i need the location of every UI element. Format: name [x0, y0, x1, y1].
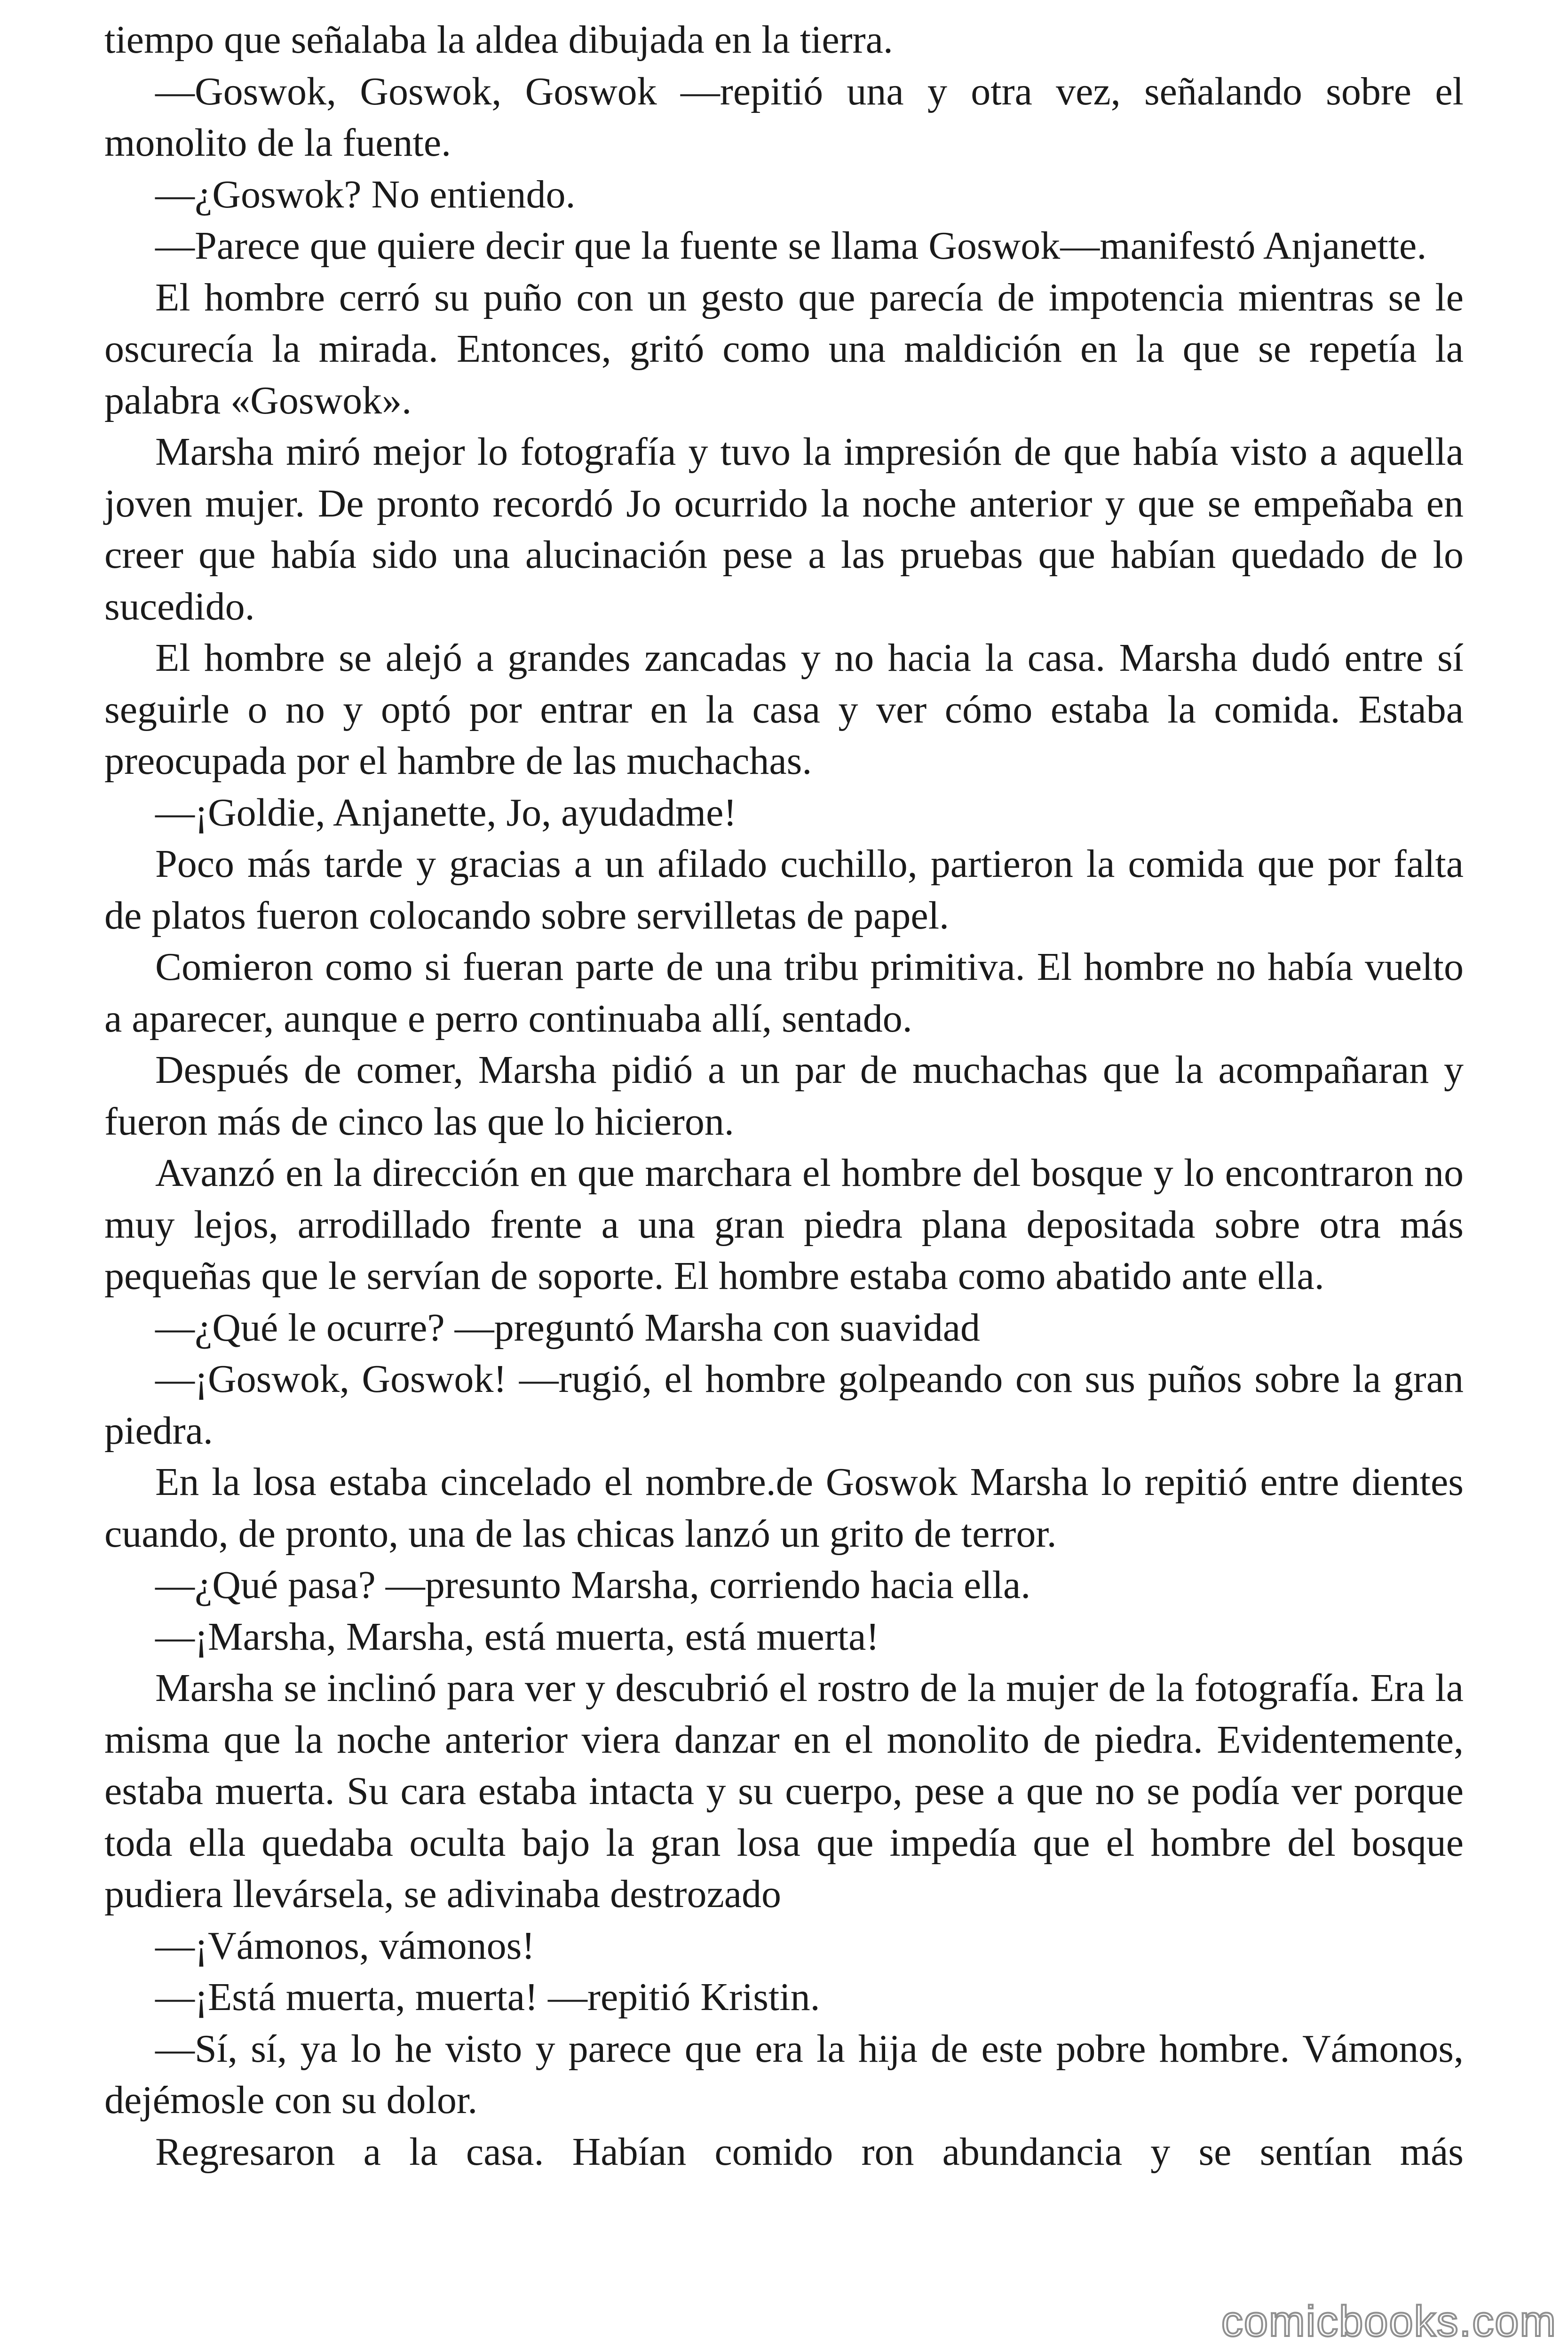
paragraph-2: —Goswok, Goswok, Goswok —repitió una y otra vez, señalando sobre el monolito de la fuente. [104, 69, 1464, 165]
paragraph-21: —Sí, sí, ya lo he visto y parece que era la hija de este pobre hombre. Vámonos, dejémosle con su dolor. [104, 2026, 1464, 2122]
paragraph-8: —¡Goldie, Anjanette, Jo, ayudadme! [155, 790, 737, 834]
paragraph-16: —¿Qué pasa? —presunto Marsha, corriendo hacia ella. [155, 1563, 1031, 1607]
paragraph-15: En la losa estaba cincelado el nombre.de Goswok Marsha lo repitió entre dientes cuando, de pronto, una de las chicas lanzó un grito de terror. [104, 1460, 1464, 1556]
paragraph-13: —¿Qué le ocurre? —preguntó Marsha con suavidad [155, 1305, 981, 1350]
paragraph-10: Comieron como si fueran parte de una tribu primitiva. El hombre no había vuelto a aparecer, aunque e perro continuaba allí, sentado. [104, 945, 1464, 1041]
paragraph-14: —¡Goswok, Goswok! —rugió, el hombre golpeando con sus puños sobre la gran piedra. [104, 1357, 1464, 1453]
paragraph-20: —¡Está muerta, muerta! —repitió Kristin. [155, 1975, 820, 2019]
paragraph-9: Poco más tarde y gracias a un afilado cuchillo, partieron la comida que por falta de platos fueron colocando sobre servilletas de papel. [104, 842, 1464, 938]
paragraph-18: Marsha se inclinó para ver y descubrió el rostro de la mujer de la fotografía. Era la misma que la noche anterior viera danzar en el monolito de piedra. Evidentemente, estaba muerta. Su cara estaba intacta y su cuerpo, pese a que no se podía ver porque toda ella quedaba oculta bajo la gran losa que impedía que el hombre del bosque pudiera llevársela, se adivinaba destrozado [104, 1666, 1464, 1916]
paragraph-19: —¡Vámonos, vámonos! [155, 1923, 535, 1968]
paragraph-4: —Parece que quiere decir que la fuente se llama Goswok—manifestó Anjanette. [155, 224, 1427, 268]
paragraph-12: Avanzó en la dirección en que marchara el hombre del bosque y lo encontraron no muy lejos, arrodillado frente a una gran piedra plana depositada sobre otra más pequeñas que le servían de soporte. El hombre estaba como abatido ante ella. [104, 1151, 1464, 1298]
paragraph-17: —¡Marsha, Marsha, está muerta, está muerta! [155, 1614, 879, 1659]
paragraph-6: Marsha miró mejor lo fotografía y tuvo la impresión de que había visto a aquella joven mujer. De pronto recordó Jo ocurrido la noche anterior y que se empeñaba en creer que había sido una alucinación pese a las pruebas que habían quedado de lo sucedido. [104, 430, 1464, 628]
document-page [104, 14, 1464, 2177]
paragraph-11: Después de comer, Marsha pidió a un par de muchachas que la acompañaran y fueron más de cinco las que lo hicieron. [104, 1048, 1464, 1144]
watermark-logo: comicbooks.com [1221, 2297, 1557, 2345]
paragraph-7: El hombre se alejó a grandes zancadas y no hacia la casa. Marsha dudó entre sí seguirle o no y optó por entrar en la casa y ver cómo estaba la comida. Estaba preocupada por el hambre de las muchachas. [104, 636, 1464, 783]
paragraph-3: —¿Goswok? No entiendo. [155, 172, 576, 216]
paragraph-5: El hombre cerró su puño con un gesto que parecía de impotencia mientras se le oscurecía la mirada. Entonces, gritó como una maldición en la que se repetía la palabra «Goswok». [104, 275, 1464, 422]
paragraph-22: Regresaron a la casa. Habían comido ron abundancia y se sentían más [155, 2130, 1464, 2174]
paragraph-1: tiempo que señalaba la aldea dibujada en la tierra. [104, 18, 893, 62]
